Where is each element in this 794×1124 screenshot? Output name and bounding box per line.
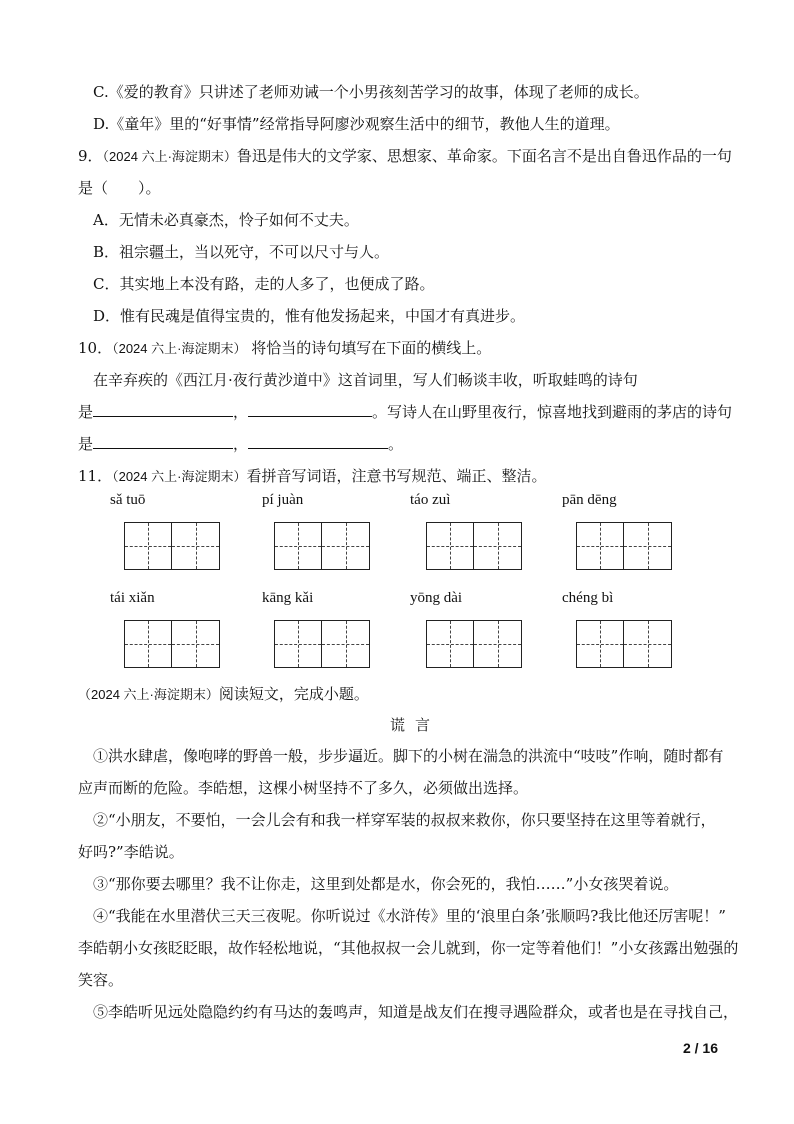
tian-cell[interactable] bbox=[426, 620, 474, 668]
q11-stem-text: 看拼音写词语，注意书写规范、端正、整洁。 bbox=[246, 467, 547, 485]
writing-grid[interactable] bbox=[124, 522, 220, 570]
q8-option-d: D.《童年》里的“好事情”经常指导阿廖沙观察生活中的细节，教他人生的道理。 bbox=[93, 115, 620, 133]
tian-cell[interactable] bbox=[274, 620, 322, 668]
writing-grid[interactable] bbox=[274, 522, 370, 570]
tian-cell[interactable] bbox=[624, 620, 672, 668]
writing-grid[interactable] bbox=[274, 620, 370, 668]
pinyin-label: yōng dài bbox=[410, 590, 463, 606]
q10-number: 10． bbox=[78, 339, 113, 357]
q9-stem bbox=[78, 146, 732, 167]
tian-cell[interactable] bbox=[172, 620, 220, 668]
pinyin-label: pān dēng bbox=[562, 492, 617, 508]
q11-stem bbox=[78, 466, 546, 487]
q9-stem-line2: 是（ ）。 bbox=[78, 179, 161, 197]
tian-cell[interactable] bbox=[124, 620, 172, 668]
tian-cell[interactable] bbox=[474, 522, 522, 570]
q10-stem-text: 将恰当的诗句填写在下面的横线上。 bbox=[251, 339, 492, 357]
q9-source-tag: （2024 六上·海淀期末） bbox=[102, 149, 237, 164]
q9-number: 9． bbox=[78, 147, 103, 165]
pinyin-label: sǎ tuō bbox=[110, 492, 146, 508]
q10-end: 。 bbox=[388, 435, 404, 453]
tian-cell[interactable] bbox=[172, 522, 220, 570]
q9-option-b: B．祖宗疆土，当以死守，不可以尺寸与人。 bbox=[93, 243, 390, 261]
paragraph-4-line-2: 李皓朝小女孩眨眨眼，故作轻松地说，“其他叔叔一会儿就到，你一定等着他们！”小女孩露出勉强的 bbox=[78, 939, 739, 957]
writing-grid[interactable] bbox=[576, 620, 672, 668]
tian-cell[interactable] bbox=[624, 522, 672, 570]
paragraph-1-line-1: ①洪水肆虐，像咆哮的野兽一般，步步逼近。脚下的小树在湍急的洪流中“吱吱”作响，随时都有 bbox=[93, 747, 724, 765]
q9-stem-line1: 鲁迅是伟大的文学家、思想家、革命家。下面名言不是出自鲁迅作品的一句 bbox=[236, 147, 732, 165]
reading-intro bbox=[78, 684, 369, 705]
q9-option-c: C．其实地上本没有路，走的人多了，也便成了路。 bbox=[93, 275, 435, 293]
tian-cell[interactable] bbox=[426, 522, 474, 570]
paragraph-2-line-1: ②“小朋友，不要怕，一会儿会有和我一样穿军装的叔叔来救你，你只要坚持在这里等着就行， bbox=[93, 811, 716, 829]
writing-grid[interactable] bbox=[124, 620, 220, 668]
writing-grid[interactable] bbox=[426, 620, 522, 668]
q11-source-tag: （2024 六上·海淀期末） bbox=[112, 469, 247, 484]
q8-option-c: C.《爱的教育》只讲述了老师劝诫一个小男孩刻苦学习的故事，体现了老师的成长。 bbox=[93, 83, 649, 101]
q11-number: 11． bbox=[78, 467, 113, 485]
paragraph-3-line-1: ③“那你要去哪里？我不让你走，这里到处都是水，你会死的，我怕……”小女孩哭着说。 bbox=[93, 875, 679, 893]
answer-blank-4[interactable] bbox=[248, 434, 388, 449]
q10-prefix: 是 bbox=[78, 403, 94, 421]
tian-cell[interactable] bbox=[576, 522, 624, 570]
pinyin-label: pí juàn bbox=[262, 492, 304, 508]
tian-cell[interactable] bbox=[576, 620, 624, 668]
writing-grid[interactable] bbox=[426, 522, 522, 570]
tian-cell[interactable] bbox=[322, 522, 370, 570]
pinyin-label: tái xiǎn bbox=[110, 590, 155, 606]
paragraph-2-line-2: 好吗?”李皓说。 bbox=[78, 843, 184, 861]
q10-line3 bbox=[78, 434, 403, 454]
passage-title: 谎言 bbox=[390, 716, 441, 734]
q10-prefix-2: 是 bbox=[78, 435, 94, 453]
pinyin-label: chéng bì bbox=[562, 590, 614, 606]
paragraph-4-line-3: 笑容。 bbox=[78, 971, 124, 989]
q10-line1: 在辛弃疾的《西江月·夜行黄沙道中》这首词里，写人们畅谈丰收，听取蛙鸣的诗句 bbox=[93, 371, 638, 389]
tian-cell[interactable] bbox=[274, 522, 322, 570]
q10-stem bbox=[78, 338, 491, 359]
pinyin-label: kāng kǎi bbox=[262, 590, 314, 606]
tian-cell[interactable] bbox=[474, 620, 522, 668]
q10-mid: 。写诗人在山野里夜行，惊喜地找到避雨的茅店的诗句 bbox=[372, 403, 733, 421]
paragraph-1-line-2: 应声而断的危险。李皓想，这棵小树坚持不了多久，必须做出选择。 bbox=[78, 779, 529, 797]
q9-option-a: A．无情未必真豪杰，怜子如何不丈夫。 bbox=[93, 211, 359, 229]
paragraph-5-line-1: ⑤李皓听见远处隐隐约约有马达的轰鸣声，知道是战友们在搜寻遇险群众，或者也是在寻找自己， bbox=[93, 1003, 739, 1021]
answer-blank-2[interactable] bbox=[248, 402, 372, 417]
tian-cell[interactable] bbox=[124, 522, 172, 570]
q9-option-d: D．惟有民魂是值得宝贵的，惟有他发扬起来，中国才有真进步。 bbox=[93, 307, 526, 325]
paragraph-4-line-1: ④“我能在水里潜伏三天三夜呢。你听说过《水浒传》里的‘浪里白条’张顺吗?我比他还厉害呢！” bbox=[93, 907, 726, 925]
page-number: 2 / 16 bbox=[682, 1040, 718, 1056]
answer-blank-1[interactable] bbox=[93, 402, 233, 417]
pinyin-label: táo zuì bbox=[410, 492, 451, 508]
reading-intro-text: 阅读短文，完成小题。 bbox=[218, 685, 369, 703]
q10-comma: ， bbox=[233, 403, 249, 421]
q10-comma-2: ， bbox=[233, 435, 249, 453]
writing-grid[interactable] bbox=[576, 522, 672, 570]
tian-cell[interactable] bbox=[322, 620, 370, 668]
q10-line2 bbox=[78, 402, 732, 422]
answer-blank-3[interactable] bbox=[93, 434, 233, 449]
q10-source-tag: （2024 六上·海淀期末） bbox=[112, 341, 247, 356]
reading-source-tag: （2024 六上·海淀期末） bbox=[78, 687, 219, 702]
